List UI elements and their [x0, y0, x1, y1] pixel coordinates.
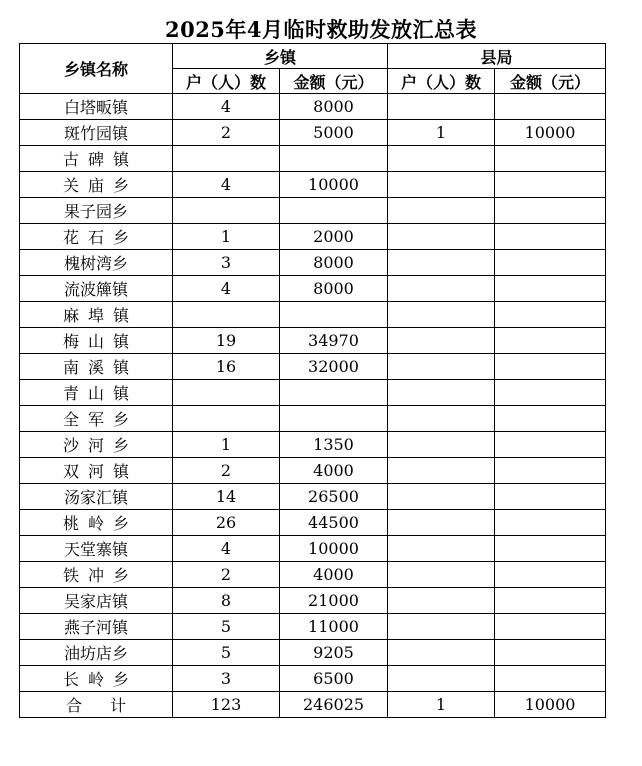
township-amount-cell — [280, 198, 388, 224]
township-name-cell: 麻埠镇 — [20, 302, 173, 328]
total-county-households: 1 — [388, 692, 495, 718]
township-name-cell: 燕子河镇 — [20, 614, 173, 640]
table-row — [20, 458, 606, 484]
page-title: 2025年4月临时救助发放汇总表 — [164, 17, 478, 42]
county-amount-cell — [495, 510, 606, 536]
header-township-households: 户（人）数 — [173, 69, 280, 94]
total-county-amount: 10000 — [495, 692, 606, 718]
county-amount-cell: 10000 — [495, 120, 606, 146]
township-name-cell: 花石乡 — [20, 224, 173, 250]
township-name-cell: 南溪镇 — [20, 354, 173, 380]
township-name-cell: 桃岭乡 — [20, 510, 173, 536]
county-households-cell — [388, 666, 495, 692]
table-row — [20, 536, 606, 562]
township-households-cell — [173, 406, 280, 432]
township-name-cell: 流波簰镇 — [20, 276, 173, 302]
county-households-cell — [388, 94, 495, 120]
township-name-cell: 青山镇 — [20, 380, 173, 406]
header-group-county: 县局 — [388, 44, 606, 69]
township-name-cell: 梅山镇 — [20, 328, 173, 354]
township-households-cell — [173, 146, 280, 172]
county-households-cell: 1 — [388, 120, 495, 146]
relief-summary-table — [19, 43, 606, 718]
township-households-cell: 4 — [173, 94, 280, 120]
table-row — [20, 120, 606, 146]
township-amount-cell: 8000 — [280, 250, 388, 276]
county-amount-cell — [495, 302, 606, 328]
township-households-cell — [173, 302, 280, 328]
header-county-amount: 金额（元） — [495, 69, 606, 94]
table-row — [20, 276, 606, 302]
table-row — [20, 484, 606, 510]
township-households-cell: 1 — [173, 224, 280, 250]
county-amount-cell — [495, 328, 606, 354]
table-row — [20, 562, 606, 588]
township-households-cell: 4 — [173, 172, 280, 198]
township-households-cell: 4 — [173, 276, 280, 302]
township-households-cell: 5 — [173, 640, 280, 666]
total-label: 合计 — [20, 692, 173, 718]
table-row — [20, 328, 606, 354]
county-households-cell — [388, 328, 495, 354]
township-name-cell: 斑竹园镇 — [20, 120, 173, 146]
township-amount-cell: 10000 — [280, 536, 388, 562]
table-header — [20, 44, 606, 94]
header-township-amount: 金额（元） — [280, 69, 388, 94]
table-body — [20, 94, 606, 692]
township-name-cell: 槐树湾乡 — [20, 250, 173, 276]
township-amount-cell: 10000 — [280, 172, 388, 198]
county-amount-cell — [495, 640, 606, 666]
township-households-cell: 2 — [173, 120, 280, 146]
table-row — [20, 302, 606, 328]
county-households-cell — [388, 614, 495, 640]
county-households-cell — [388, 484, 495, 510]
township-amount-cell: 9205 — [280, 640, 388, 666]
county-amount-cell — [495, 588, 606, 614]
county-amount-cell — [495, 250, 606, 276]
county-amount-cell — [495, 354, 606, 380]
township-households-cell: 14 — [173, 484, 280, 510]
table-row — [20, 640, 606, 666]
township-amount-cell: 6500 — [280, 666, 388, 692]
county-amount-cell — [495, 172, 606, 198]
county-households-cell — [388, 562, 495, 588]
table-row — [20, 666, 606, 692]
township-name-cell: 关庙乡 — [20, 172, 173, 198]
table-row — [20, 380, 606, 406]
county-amount-cell — [495, 146, 606, 172]
header-group-township: 乡镇 — [173, 44, 388, 69]
table-row — [20, 406, 606, 432]
township-amount-cell: 5000 — [280, 120, 388, 146]
total-township-households: 123 — [173, 692, 280, 718]
header-township-name: 乡镇名称 — [20, 44, 173, 94]
township-amount-cell: 11000 — [280, 614, 388, 640]
header-county-households: 户（人）数 — [388, 69, 495, 94]
county-households-cell — [388, 276, 495, 302]
township-amount-cell — [280, 146, 388, 172]
table-row — [20, 250, 606, 276]
table-row — [20, 510, 606, 536]
township-amount-cell: 26500 — [280, 484, 388, 510]
township-name-cell: 吴家店镇 — [20, 588, 173, 614]
county-households-cell — [388, 432, 495, 458]
township-households-cell: 19 — [173, 328, 280, 354]
township-name-cell: 油坊店乡 — [20, 640, 173, 666]
township-name-cell: 古碑镇 — [20, 146, 173, 172]
county-households-cell — [388, 250, 495, 276]
table-row — [20, 588, 606, 614]
township-households-cell: 26 — [173, 510, 280, 536]
township-households-cell: 16 — [173, 354, 280, 380]
county-amount-cell — [495, 614, 606, 640]
township-households-cell: 5 — [173, 614, 280, 640]
county-households-cell — [388, 198, 495, 224]
table-row — [20, 198, 606, 224]
county-amount-cell — [495, 224, 606, 250]
county-amount-cell — [495, 432, 606, 458]
county-households-cell — [388, 640, 495, 666]
township-amount-cell: 8000 — [280, 94, 388, 120]
county-households-cell — [388, 146, 495, 172]
township-households-cell — [173, 380, 280, 406]
township-amount-cell: 2000 — [280, 224, 388, 250]
table-row — [20, 224, 606, 250]
county-households-cell — [388, 510, 495, 536]
county-amount-cell — [495, 406, 606, 432]
total-township-amount: 246025 — [280, 692, 388, 718]
table-row — [20, 432, 606, 458]
table-row — [20, 146, 606, 172]
township-name-cell: 汤家汇镇 — [20, 484, 173, 510]
county-amount-cell — [495, 666, 606, 692]
township-name-cell: 沙河乡 — [20, 432, 173, 458]
county-households-cell — [388, 224, 495, 250]
township-name-cell: 天堂寨镇 — [20, 536, 173, 562]
township-households-cell: 8 — [173, 588, 280, 614]
township-name-cell: 全军乡 — [20, 406, 173, 432]
county-households-cell — [388, 172, 495, 198]
county-amount-cell — [495, 276, 606, 302]
township-name-cell: 铁冲乡 — [20, 562, 173, 588]
township-amount-cell: 4000 — [280, 458, 388, 484]
township-households-cell: 3 — [173, 250, 280, 276]
table-row — [20, 354, 606, 380]
township-amount-cell: 4000 — [280, 562, 388, 588]
county-households-cell — [388, 302, 495, 328]
table-row — [20, 614, 606, 640]
township-amount-cell: 8000 — [280, 276, 388, 302]
township-amount-cell — [280, 302, 388, 328]
county-households-cell — [388, 458, 495, 484]
county-amount-cell — [495, 458, 606, 484]
county-households-cell — [388, 380, 495, 406]
township-name-cell: 果子园乡 — [20, 198, 173, 224]
county-amount-cell — [495, 562, 606, 588]
township-households-cell: 3 — [173, 666, 280, 692]
county-amount-cell — [495, 484, 606, 510]
township-amount-cell — [280, 406, 388, 432]
county-amount-cell — [495, 94, 606, 120]
county-households-cell — [388, 406, 495, 432]
township-amount-cell — [280, 380, 388, 406]
county-amount-cell — [495, 198, 606, 224]
township-households-cell: 4 — [173, 536, 280, 562]
total-row — [20, 692, 606, 718]
township-name-cell: 白塔畈镇 — [20, 94, 173, 120]
township-households-cell: 2 — [173, 458, 280, 484]
township-households-cell — [173, 198, 280, 224]
township-amount-cell: 44500 — [280, 510, 388, 536]
table-row — [20, 172, 606, 198]
township-amount-cell: 21000 — [280, 588, 388, 614]
township-name-cell: 长岭乡 — [20, 666, 173, 692]
township-households-cell: 2 — [173, 562, 280, 588]
county-amount-cell — [495, 380, 606, 406]
county-households-cell — [388, 354, 495, 380]
township-households-cell: 1 — [173, 432, 280, 458]
county-amount-cell — [495, 536, 606, 562]
township-amount-cell: 34970 — [280, 328, 388, 354]
township-name-cell: 双河镇 — [20, 458, 173, 484]
table-row — [20, 94, 606, 120]
county-households-cell — [388, 536, 495, 562]
county-households-cell — [388, 588, 495, 614]
township-amount-cell: 32000 — [280, 354, 388, 380]
township-amount-cell: 1350 — [280, 432, 388, 458]
